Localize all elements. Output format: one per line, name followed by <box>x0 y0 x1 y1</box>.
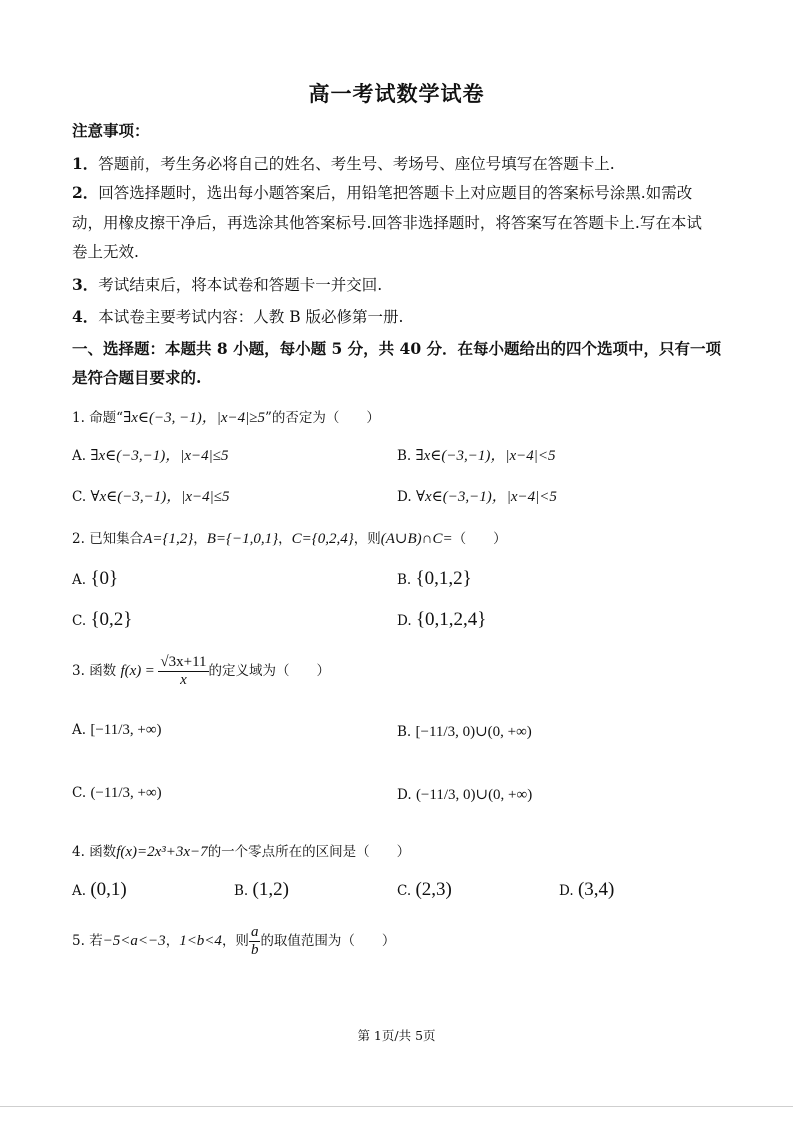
question-2-sep: ， <box>278 531 292 547</box>
question-3-post: 的定义域为（ ） <box>208 663 331 679</box>
question-5-num: 5. <box>72 933 85 949</box>
notice-item-2-text-1: 回答选择题时，选出每小题答案后，用铅笔把答题卡上对应题目的答案标号涂黑.如需改 <box>98 184 693 202</box>
option-label: C. <box>397 883 412 899</box>
notice-item-1-text: 答题前，考生务必将自己的姓名、考生号、考场号、座位号填写在答题卡上. <box>98 155 615 173</box>
question-2-option-d <box>397 609 486 631</box>
option-value: [−11/3, +∞) <box>90 722 162 738</box>
option-value: (3,4) <box>577 879 615 900</box>
question-5-condition-1: −5<a<−3 <box>102 933 166 949</box>
option-value: ∃x∈(−3,−1)，|x−4|≤5 <box>90 448 229 464</box>
option-label: D. <box>397 787 412 803</box>
option-value: (−11/3, +∞) <box>90 785 162 801</box>
question-2-set-c: C={0,2,4} <box>291 531 354 547</box>
option-value: ∀x∈(−3,−1)，|x−4|≤5 <box>90 489 230 505</box>
question-1-proposition: ∃x∈(−3, −1)，|x−4|≥5 <box>123 410 265 426</box>
question-4-option-c <box>397 879 452 901</box>
question-2-option-a <box>72 568 118 590</box>
question-4-option-d <box>559 879 614 901</box>
question-2-post: （ ） <box>452 531 507 547</box>
section-heading-line-1: 一、选择题：本题共 8 小题，每小题 5 分，共 40 分．在每小题给出的四个选项中，只有一项 <box>72 339 722 358</box>
question-5-denominator: b <box>250 942 259 958</box>
notice-heading: 注意事项： <box>72 121 150 140</box>
question-4-pre: 函数 <box>89 844 117 860</box>
question-4-post: 的一个零点所在的区间是（ ） <box>207 844 411 860</box>
option-value: {0,1,2,4} <box>415 609 487 630</box>
option-label: B. <box>397 724 412 740</box>
question-3-equals: = <box>145 663 155 679</box>
option-label: D. <box>559 883 574 899</box>
question-5-numerator: a <box>250 924 259 940</box>
question-5-pre: 若 <box>89 933 103 949</box>
option-label: C. <box>72 613 87 629</box>
question-5-then: ，则 <box>221 933 249 949</box>
question-4-option-a <box>72 879 127 901</box>
notice-item-3-num: 3． <box>72 275 99 294</box>
notice-item-3 <box>72 274 732 296</box>
notice-item-2-num: 2． <box>72 183 99 202</box>
option-value: (0,1) <box>90 879 127 900</box>
question-3-pre: 函数 <box>89 663 117 679</box>
question-2-expression: (A∪B)∩C= <box>380 531 453 547</box>
option-label: C. <box>72 489 87 505</box>
question-1-pre: 命题“ <box>89 410 124 426</box>
option-label: B. <box>234 883 249 899</box>
notice-item-2-line-1 <box>72 182 732 204</box>
notice-item-1 <box>72 153 732 175</box>
notice-item-1-num: 1． <box>72 154 99 173</box>
page-footer: 第 1页/共 5页 <box>357 1028 436 1043</box>
question-2-option-b <box>397 568 472 590</box>
question-2-pre: 已知集合 <box>89 531 144 547</box>
question-1-post: ”的否定为（ ） <box>265 410 380 426</box>
question-2-set-a: A={1,2} <box>143 531 194 547</box>
question-2 <box>72 527 507 548</box>
question-5-sep: ， <box>165 933 180 949</box>
question-2-set-b: B={−1,0,1} <box>206 531 279 547</box>
option-value: {0} <box>90 568 119 589</box>
question-4 <box>72 840 410 861</box>
option-label: A. <box>72 883 87 899</box>
question-1-option-a <box>72 444 229 465</box>
question-5-condition-2: 1<b<4 <box>179 933 222 949</box>
notice-item-4 <box>72 306 732 328</box>
question-2-then: 则 <box>367 531 381 547</box>
option-label: C. <box>72 785 87 801</box>
option-value: [−11/3, 0)∪(0, +∞) <box>415 724 532 740</box>
option-label: B. <box>397 448 412 464</box>
option-label: B. <box>397 572 412 588</box>
notice-item-2-line-3: 卷上无效. <box>72 243 139 261</box>
page-bottom-divider <box>0 1106 793 1107</box>
question-5-fraction <box>249 924 261 959</box>
option-value: ∀x∈(−3,−1)，|x−4|<5 <box>415 489 557 505</box>
question-5-post: 的取值范围为（ ） <box>260 933 396 949</box>
question-3-denominator: x <box>180 672 187 688</box>
option-value: (−11/3, 0)∪(0, +∞) <box>415 787 533 803</box>
option-value: (2,3) <box>415 879 452 900</box>
question-3-option-b <box>397 722 532 741</box>
question-3-option-c <box>72 785 162 802</box>
question-2-option-c <box>72 609 132 631</box>
option-label: A. <box>72 572 87 588</box>
option-label: A. <box>72 448 87 464</box>
option-value: (1,2) <box>252 879 289 900</box>
question-4-num: 4. <box>72 844 85 860</box>
question-4-option-b <box>234 879 289 901</box>
question-1-option-c <box>72 485 230 506</box>
question-1 <box>72 406 380 427</box>
section-heading-line-2: 是符合题目要求的. <box>72 368 202 387</box>
question-3-fraction <box>158 654 208 689</box>
question-3-option-d <box>397 785 532 804</box>
question-3-option-a <box>72 722 162 739</box>
notice-item-4-text: 本试卷主要考试内容：人教 B 版必修第一册. <box>98 308 404 326</box>
notice-item-4-num: 4． <box>72 307 99 326</box>
notice-item-2-line-2: 动，用橡皮擦干净后，再选涂其他答案标号.回答非选择题时，将答案写在答题卡上.写在本试 <box>72 214 702 232</box>
notice-item-3-text: 考试结束后，将本试卷和答题卡一并交回. <box>98 276 383 294</box>
option-value: ∃x∈(−3,−1)，|x−4|<5 <box>415 448 556 464</box>
question-1-option-b <box>397 444 556 465</box>
option-label: A. <box>72 722 87 738</box>
page-title: 高一考试数学试卷 <box>308 81 485 106</box>
question-3-num: 3. <box>72 663 85 679</box>
question-1-num: 1. <box>72 410 85 426</box>
question-4-expression: f(x)=2x³+3x−7 <box>116 844 208 860</box>
question-3 <box>72 654 330 689</box>
question-2-num: 2. <box>72 531 85 547</box>
question-2-sep: ， <box>353 531 368 547</box>
question-5 <box>72 924 395 959</box>
question-3-function: f(x) <box>120 663 142 679</box>
question-2-sep: ， <box>193 531 207 547</box>
option-value: {0,2} <box>90 609 133 630</box>
option-label: D. <box>397 613 412 629</box>
question-3-numerator: √3x+11 <box>160 654 207 670</box>
option-label: D. <box>397 489 412 505</box>
option-value: {0,1,2} <box>415 568 472 589</box>
question-1-option-d <box>397 485 557 506</box>
